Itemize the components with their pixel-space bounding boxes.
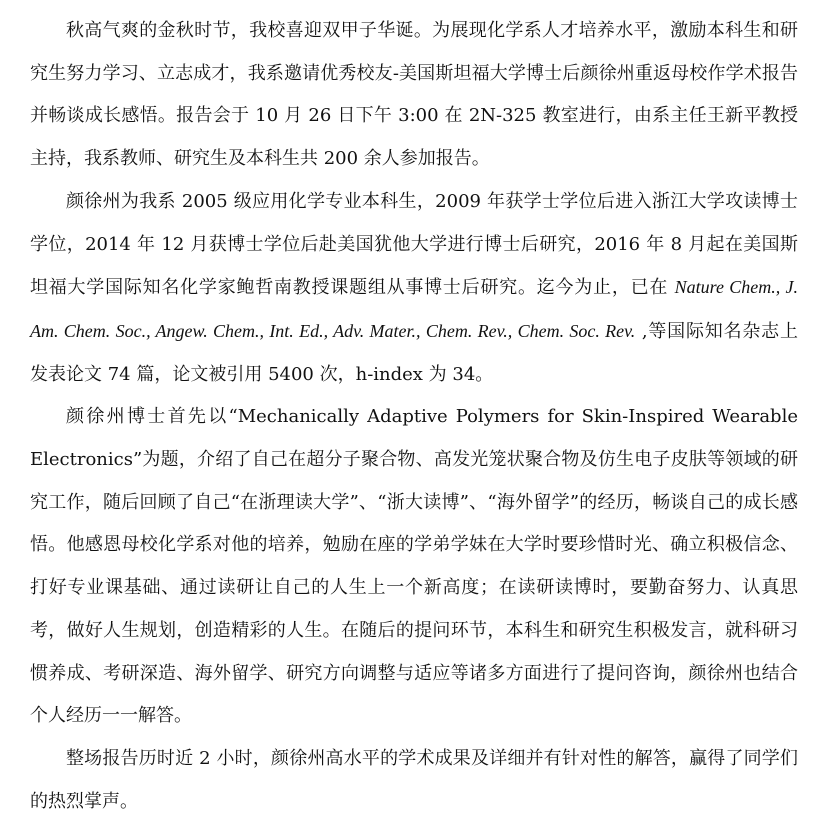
- biography-text-before: 颜徐州为我系 2005 级应用化学专业本科生，2009 年获学士学位后进入浙江大学攻读博士学位，2014 年 12 月获博士学位后赴美国犹他大学进行博士后研究，2016 年 8 月起在美国斯坦福大学国际知名化学家鲍哲南教授课题组从事博士后研究。迄今为止，已在: [30, 190, 798, 299]
- paragraph-biography: [30, 181, 798, 397]
- journal-list: Nature Chem., J. Am. Chem. Soc., Angew. Chem., Int. Ed., Adv. Mater., Chem. Rev., Chem. Soc. Rev.: [30, 277, 798, 341]
- biography-text-after: ,等国际知名杂志上发表论文 74 篇，论文被引用 5400 次，h-index 为 34。: [30, 320, 798, 385]
- paragraph-conclusion: 整场报告历时近 2 小时，颜徐州高水平的学术成果及详细并有针对性的解答，赢得了同学们的热烈掌声。: [30, 747, 798, 812]
- paragraph-intro: 秋高气爽的金秋时节，我校喜迎双甲子华诞。为展现化学系人才培养水平，激励本科生和研究生努力学习、立志成才，我系邀请优秀校友-美国斯坦福大学博士后颜徐州重返母校作学术报告并畅谈成长感悟。报告会于 10 月 26 日下午 3:00 在 2N-325 教室进行，由系主任王新平教授主持，我系教师、研究生及本科生共 200 余人参加报告。: [30, 20, 798, 170]
- paragraph-report-content: 颜徐州博士首先以“Mechanically Adaptive Polymers for Skin-Inspired Wearable Electronics”为题，介绍了自己在超分子聚合物、高发光笼状聚合物及仿生电子皮肤等领域的研究工作，随后回顾了自己“在浙理读大学”、“浙大读博”、“海外留学”的经历，畅谈自己的成长感悟。他感恩母校化学系对他的培养，勉励在座的学弟学妹在大学时要珍惜时光、确立积极信念、打好专业课基础、通过读研让自己的人生上一个新高度；在读研读博时，要勤奋努力、认真思考，做好人生规划，创造精彩的人生。在随后的提问环节，本科生和研究生积极发言，就科研习惯养成、考研深造、海外留学、研究方向调整与适应等诸多方面进行了提问咨询，颜徐州也结合个人经历一一解答。: [30, 406, 798, 727]
